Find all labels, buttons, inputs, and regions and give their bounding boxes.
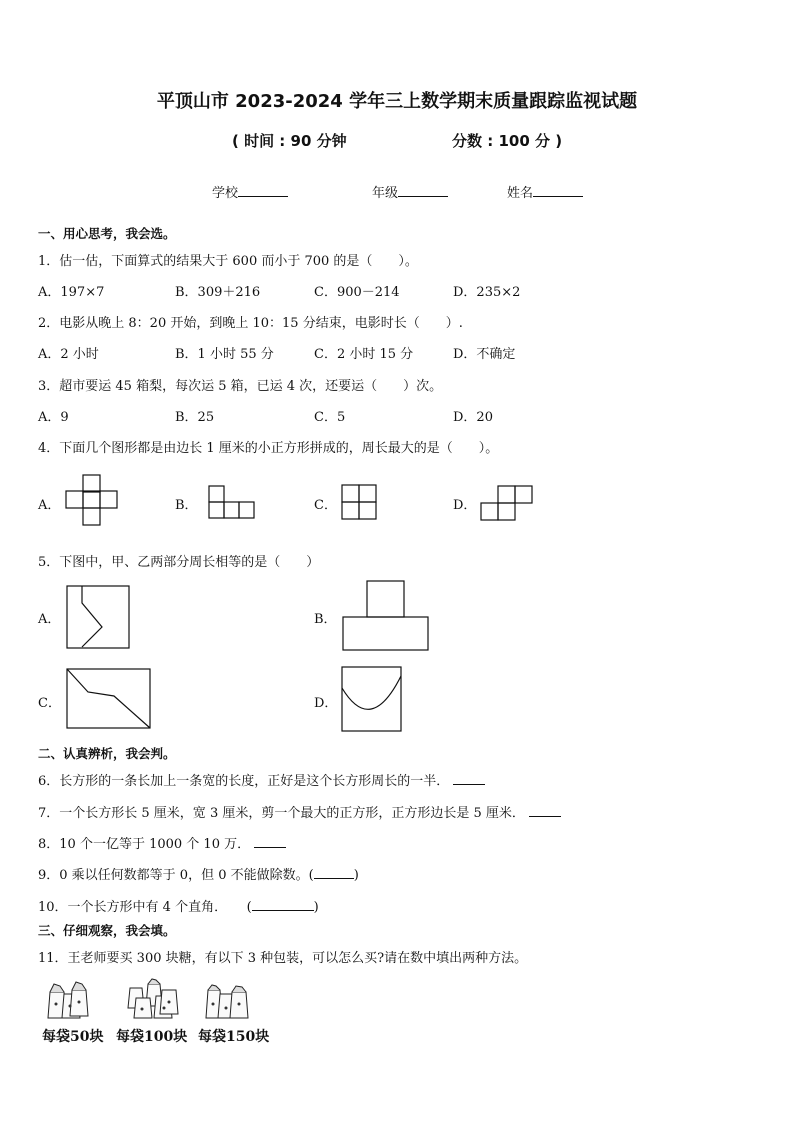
q2-option-a[interactable]: A．2 小时 [38, 347, 99, 362]
school-field [212, 182, 288, 201]
name-label: 姓名 [507, 186, 534, 201]
q4-label-a[interactable]: A． [38, 498, 61, 513]
q4-label-d[interactable]: D． [453, 498, 477, 513]
q4-label-c[interactable]: C． [314, 498, 337, 513]
question-6-text: 6．长方形的一条长加上一条宽的长度，正好是这个长方形周长的一半． [38, 774, 450, 789]
q1-option-a[interactable]: A．197×7 [38, 285, 105, 300]
q5-label-d[interactable]: D． [314, 696, 338, 711]
grade-field [372, 182, 448, 201]
q10-answer-blank[interactable] [252, 898, 314, 911]
q3-option-d[interactable]: D．20 [453, 410, 493, 425]
q10-close-paren: ) [313, 900, 319, 915]
grade-blank[interactable] [398, 184, 448, 197]
q5-label-a[interactable]: A． [38, 612, 61, 627]
section-3-heading: 三、仔细观察，我会填。 [38, 923, 176, 938]
q1-option-c[interactable]: C．900－214 [314, 285, 400, 300]
q2-option-c[interactable]: C．2 小时 15 分 [314, 347, 414, 362]
candy-bag-3-icon [204, 984, 252, 1020]
q1-option-b[interactable]: B．309＋216 [175, 285, 261, 300]
q4-figure-a [66, 474, 118, 526]
q9-close-paren: ) [353, 868, 359, 883]
q4-figure-b [208, 485, 256, 519]
question-9-text: 9．0 乘以任何数都等于 0，但 0 不能做除数。( [38, 868, 314, 883]
q3-option-c[interactable]: C．5 [314, 410, 346, 425]
question-6 [38, 770, 485, 789]
bag-caption-150: 每袋150块 [198, 1029, 270, 1045]
q8-answer-blank[interactable] [254, 835, 286, 848]
q5-figure-d [341, 666, 403, 733]
q1-option-d[interactable]: D．235×2 [453, 285, 521, 300]
question-7 [38, 802, 561, 821]
q2-option-d[interactable]: D．不确定 [453, 347, 516, 362]
q5-figure-c [66, 668, 152, 730]
name-blank[interactable] [533, 184, 583, 197]
candy-bag-1-icon [46, 980, 90, 1020]
candy-bag-2-icon [126, 978, 180, 1020]
exam-time: ( 时间 : 90 分钟 [232, 132, 347, 150]
question-5: 5．下图中，甲、乙两部分周长相等的是（ ） [38, 555, 320, 570]
q9-answer-blank[interactable] [314, 866, 354, 879]
q5-figure-a [66, 585, 130, 649]
school-blank[interactable] [238, 184, 288, 197]
question-10-text: 10．一个长方形中有 4 个直角． ( [38, 900, 252, 915]
question-4: 4．下面几个图形都是由边长 1 厘米的小正方形拼成的，周长最大的是（ ）。 [38, 441, 499, 456]
question-3: 3．超市要运 45 箱梨，每次运 5 箱，已运 4 次，还要运（ ）次。 [38, 379, 443, 394]
question-1: 1．估一估，下面算式的结果大于 600 而小于 700 的是（ ）。 [38, 254, 418, 269]
question-2: 2．电影从晚上 8：20 开始，到晚上 10：15 分结束，电影时长（ ）. [38, 316, 463, 331]
name-field [507, 182, 583, 201]
bag-caption-100: 每袋100块 [116, 1029, 188, 1045]
question-8 [38, 833, 286, 852]
question-7-text: 7．一个长方形长 5 厘米，宽 3 厘米，剪一个最大的正方形，正方形边长是 5 厘米． [38, 806, 525, 821]
question-11: 11．王老师要买 300 块糖，有以下 3 种包装，可以怎么买?请在数中填出两种方法。 [38, 951, 528, 966]
question-10 [38, 896, 319, 915]
bag-caption-50: 每袋50块 [42, 1029, 104, 1045]
page-title: 平顶山市 2023-2024 学年三上数学期末质量跟踪监视试题 [156, 91, 638, 112]
q5-label-b[interactable]: B． [314, 612, 337, 627]
section-2-heading: 二、认真辨析，我会判。 [38, 746, 176, 761]
q3-option-b[interactable]: B．25 [175, 410, 215, 425]
q5-figure-b [342, 580, 430, 652]
exam-score: 分数 : 100 分 ) [452, 132, 563, 150]
question-8-text: 8．10 个一亿等于 1000 个 10 万． [38, 837, 251, 852]
q6-answer-blank[interactable] [453, 772, 485, 785]
q4-figure-c [341, 484, 377, 520]
q4-label-b[interactable]: B． [175, 498, 198, 513]
q5-label-c[interactable]: C． [38, 696, 61, 711]
q7-answer-blank[interactable] [529, 804, 561, 817]
q3-option-a[interactable]: A．9 [38, 410, 69, 425]
school-label: 学校 [212, 186, 239, 201]
q2-option-b[interactable]: B．1 小时 55 分 [175, 347, 274, 362]
q4-figure-d [480, 485, 534, 521]
question-9 [38, 864, 359, 883]
section-1-heading: 一、用心思考，我会选。 [38, 226, 176, 241]
grade-label: 年级 [372, 186, 399, 201]
